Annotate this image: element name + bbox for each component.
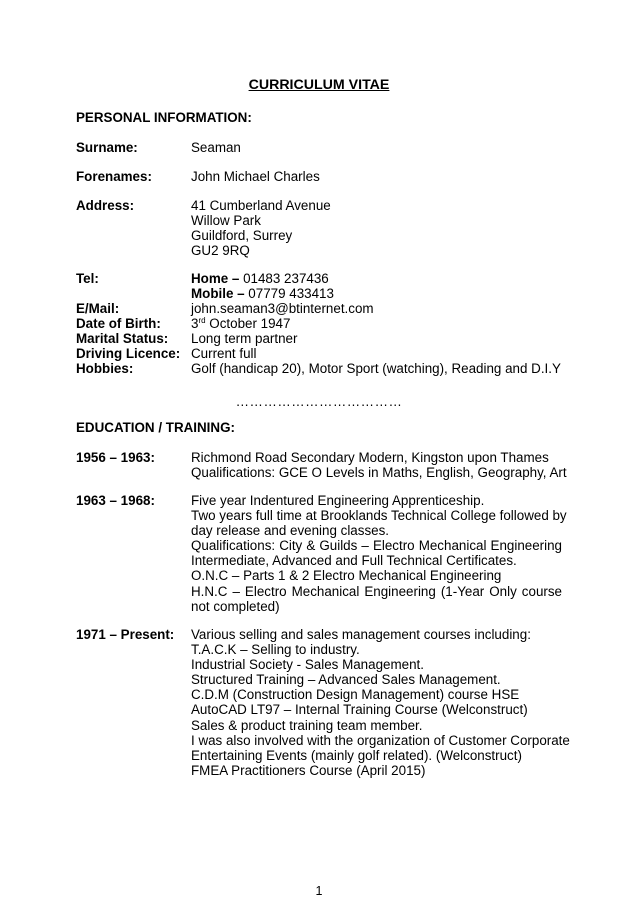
education-line: AutoCAD LT97 – Internal Training Course (Welconstruct) xyxy=(191,702,528,718)
education-line: Two years full time at Brooklands Technical College followed by xyxy=(191,508,567,524)
hobbies-label: Hobbies: xyxy=(76,361,134,376)
education-line: Sales & product training team member. xyxy=(191,717,423,733)
address-label: Address: xyxy=(76,198,135,213)
address-block xyxy=(191,198,562,258)
marital-value: Long term partner xyxy=(191,331,298,346)
tel-home xyxy=(191,271,329,286)
education-line: Richmond Road Secondary Modern, Kingston upon Thames xyxy=(191,450,549,465)
education-line: not completed) xyxy=(191,598,280,614)
hobbies-value: Golf (handicap 20), Motor Sport (watching), Reading and D.I.Y xyxy=(191,361,561,376)
address-line: 41 Cumberland Avenue xyxy=(191,198,331,213)
dob-day: 3 xyxy=(191,316,199,331)
education-line: T.A.C.K – Selling to industry. xyxy=(191,642,360,658)
tel-home-value: 01483 237436 xyxy=(239,271,329,286)
education-line: Entertaining Events (mainly golf related). (Welconstruct) xyxy=(191,747,522,763)
education-line: Industrial Society - Sales Management. xyxy=(191,657,424,673)
education-line: FMEA Practitioners Course (April 2015) xyxy=(191,762,426,778)
licence-label: Driving Licence: xyxy=(76,346,181,361)
tel-home-label: Home – xyxy=(191,271,240,286)
address-line: GU2 9RQ xyxy=(191,243,250,259)
page-number: 1 xyxy=(315,884,323,898)
education-line: Intermediate, Advanced and Full Technical Certificates. xyxy=(191,553,517,569)
education-line: C.D.M (Construction Design Management) course HSE xyxy=(191,687,520,703)
education-line: Qualifications: City & Guilds – Electro Mechanical Engineering xyxy=(191,538,562,554)
education-entry xyxy=(191,450,567,481)
education-line: Various selling and sales management courses including: xyxy=(191,627,531,642)
education-period: 1971 – Present: xyxy=(76,627,175,642)
surname-value: Seaman xyxy=(191,140,241,155)
tel-mobile-value: 07779 433413 xyxy=(244,286,334,301)
education-heading: EDUCATION / TRAINING: xyxy=(76,420,235,435)
education-line: Structured Training – Advanced Sales Management. xyxy=(191,672,501,688)
education-line: Qualifications: GCE O Levels in Maths, English, Geography, Art xyxy=(191,465,567,481)
marital-label: Marital Status: xyxy=(76,331,169,346)
address-line: Willow Park xyxy=(191,213,261,229)
dob-value xyxy=(191,316,290,331)
education-period: 1956 – 1963: xyxy=(76,450,155,465)
tel-mobile xyxy=(191,286,334,301)
forenames-value: John Michael Charles xyxy=(191,169,320,184)
section-separator: ……………………………… xyxy=(235,394,403,409)
education-line: O.N.C – Parts 1 & 2 Electro Mechanical Engineering xyxy=(191,568,502,584)
tel-mobile-label: Mobile – xyxy=(191,286,245,301)
dob-rest: October 1947 xyxy=(205,316,291,331)
licence-value: Current full xyxy=(191,346,257,361)
document-title: CURRICULUM VITAE xyxy=(248,77,390,93)
dob-label: Date of Birth: xyxy=(76,316,161,331)
surname-label: Surname: xyxy=(76,140,138,155)
address-line: Guildford, Surrey xyxy=(191,228,293,244)
education-period: 1963 – 1968: xyxy=(76,493,155,508)
education-entry xyxy=(191,627,570,778)
personal-info-heading: PERSONAL INFORMATION: xyxy=(76,110,252,125)
email-value: john.seaman3@btinternet.com xyxy=(191,301,374,316)
tel-label: Tel: xyxy=(76,271,99,286)
education-line: H.N.C – Electro Mechanical Engineering (1-Year Only course xyxy=(191,583,562,599)
education-line: day release and evening classes. xyxy=(191,523,390,539)
forenames-label: Forenames: xyxy=(76,169,152,184)
email-label: E/Mail: xyxy=(76,301,120,316)
education-entry xyxy=(191,493,567,614)
dob-suffix: rd xyxy=(198,316,206,325)
education-line: I was also involved with the organization of Customer Corporate xyxy=(191,732,570,748)
education-line: Five year Indentured Engineering Apprenticeship. xyxy=(191,493,485,508)
